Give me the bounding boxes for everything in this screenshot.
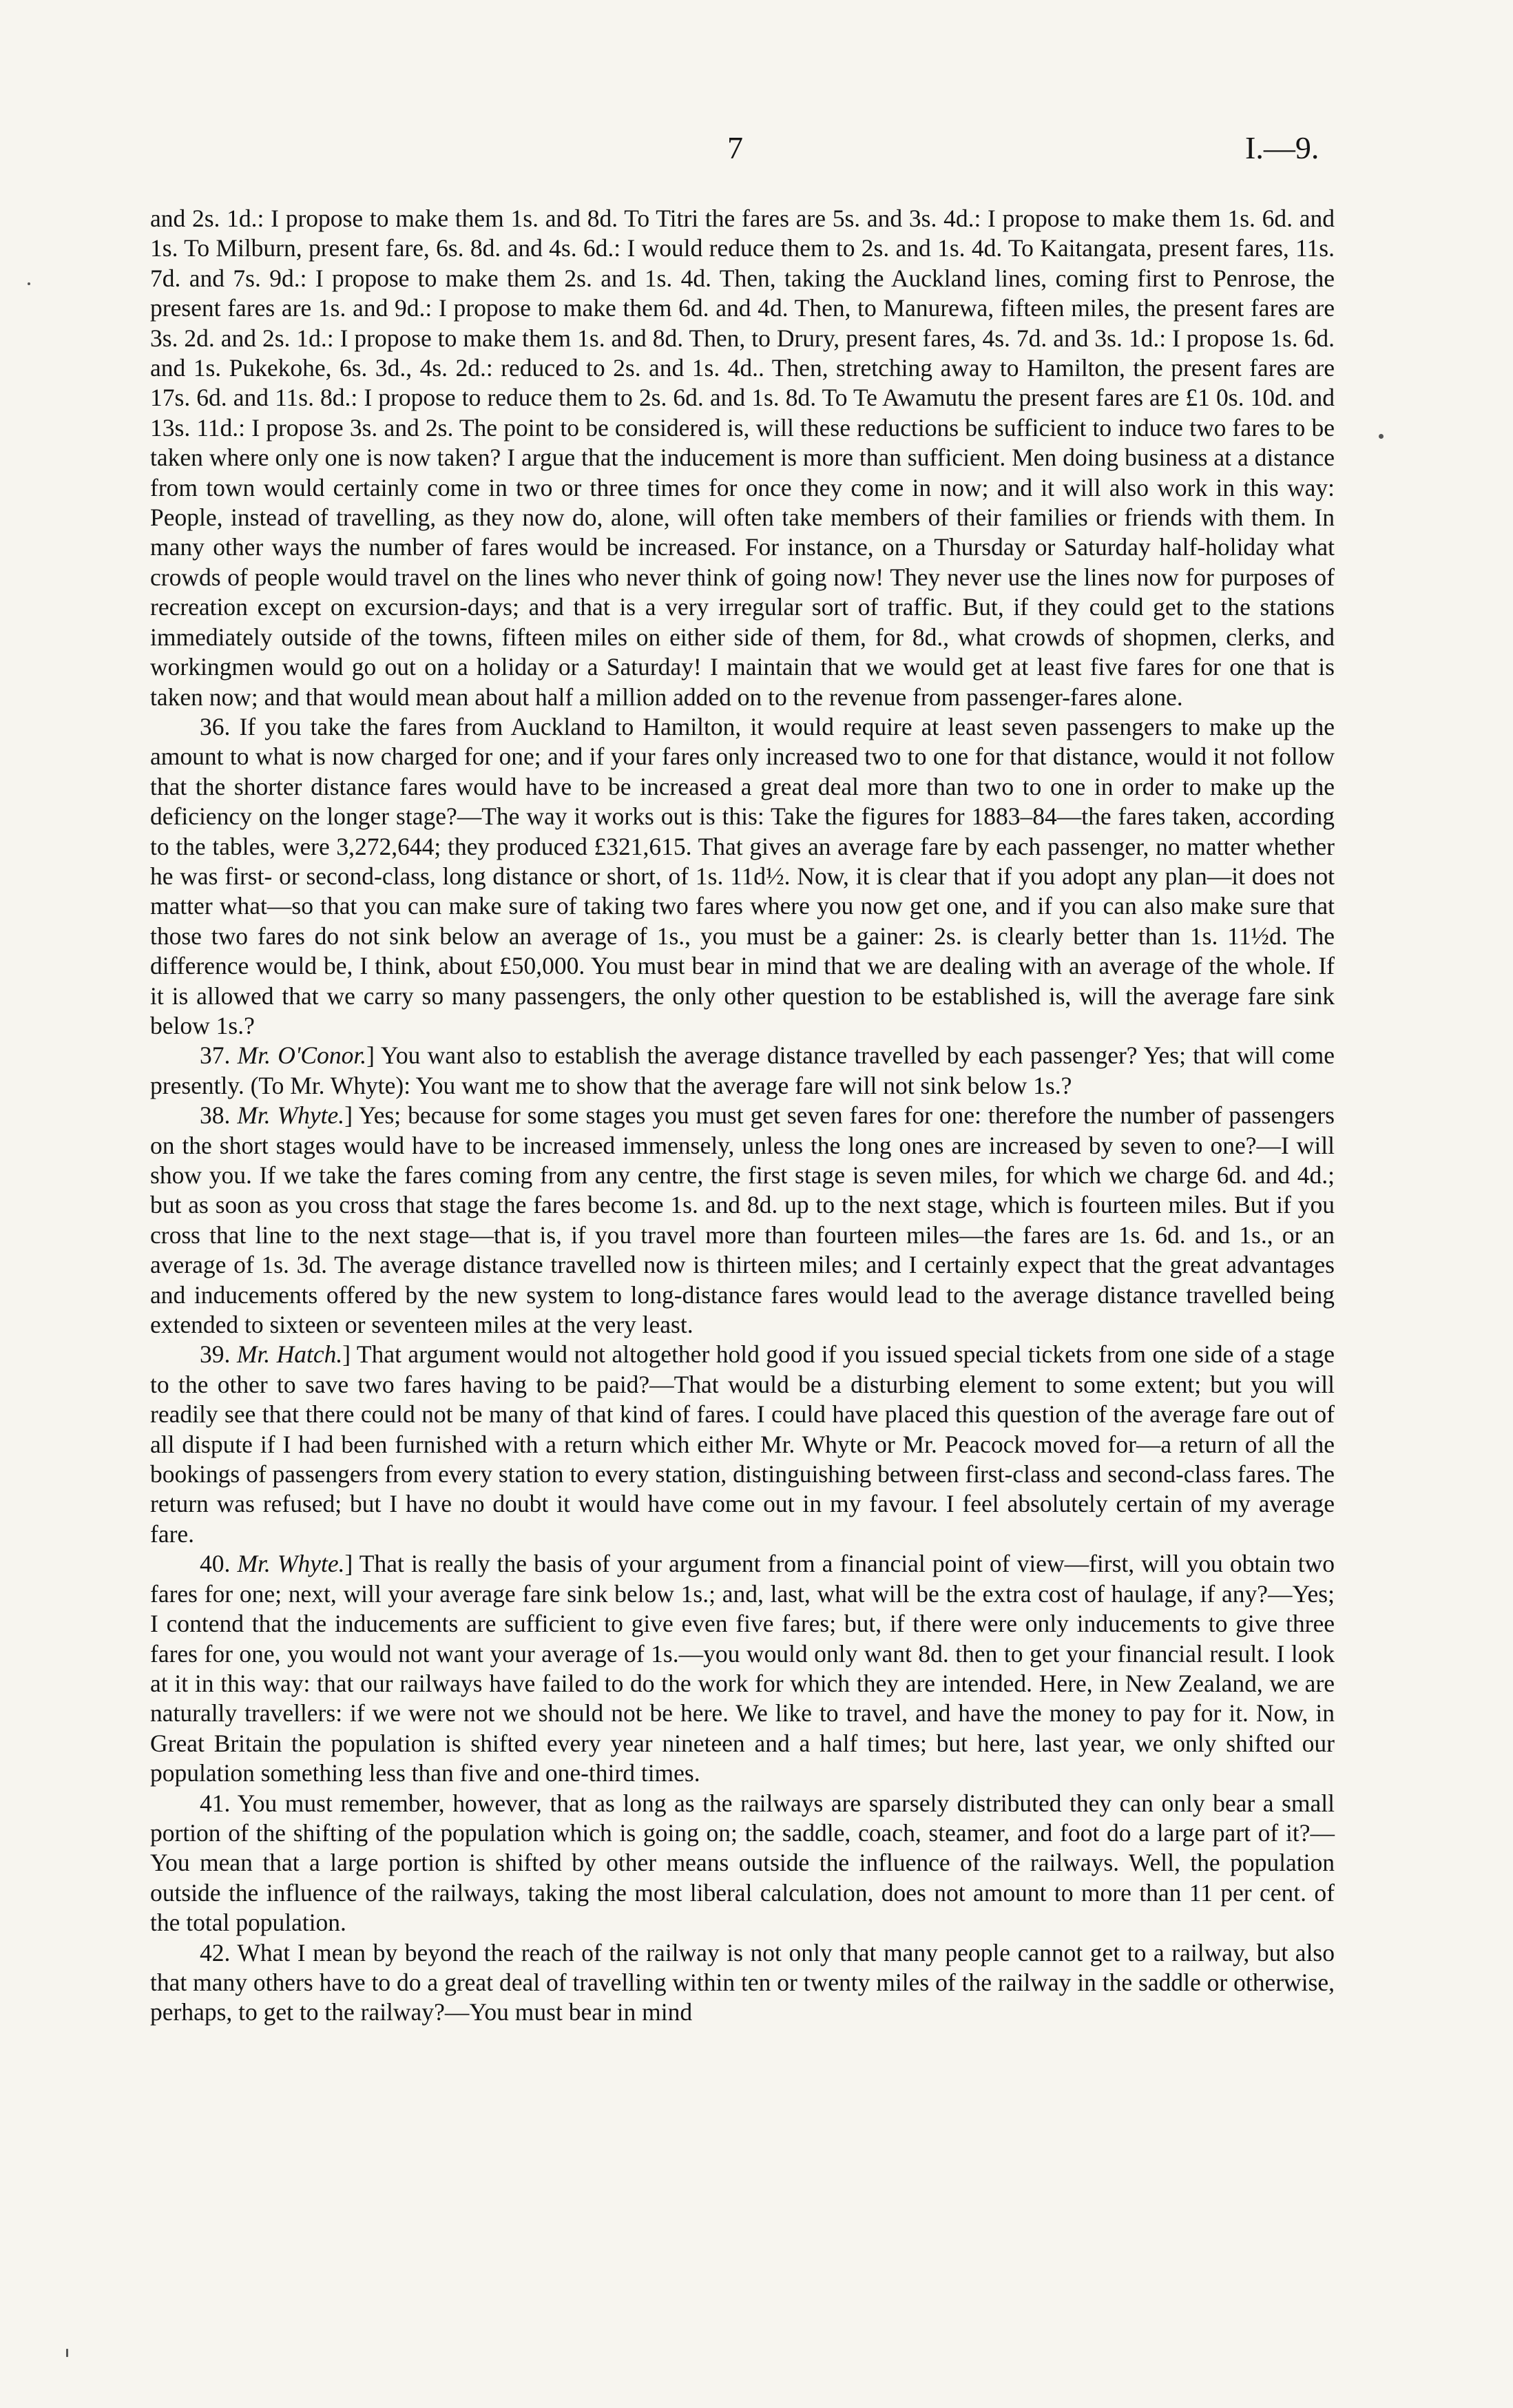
paragraph-39 bbox=[150, 1340, 1335, 1549]
paragraph-body: ] That argument would not altogether hold good if you issued special tickets from one side of a stage to the other to save two fares having to be paid?—That would be a disturbing element to some extent; but you will readily see that there could not be many of that kind of fares. I could have placed this question of the average fare out of all dispute if I had been furnished with a return which either Mr. Whyte or Mr. Peacock moved for—a return of all the bookings of passengers from every station to every station, distinguishing between first-class and second-class fares. The return was refused; but I have no doubt it would have come out in my favour. I feel absolutely certain of my average fare. bbox=[150, 1340, 1335, 1548]
speaker-name: Mr. Hatch. bbox=[236, 1340, 343, 1369]
paragraph-body: If you take the fares from Auckland to Hamilton, it would require at least seven passengers to make up the amount to what is now charged for one; and if your fares only increased two to one for that distance, would it not follow that the shorter distance fares would have to be increased a great deal more than two to one in order to make up the deficiency on the longer stage?—The way it works out is this: Take the figures for 1883–84—the fares taken, according to the tables, were 3,272,644; they produced £321,615. That gives an average fare by each passenger, no matter whether he was first- or second-class, long distance or short, of 1s. 11d½. Now, it is clear that if you adopt any plan—it does not matter what—so that you can make sure of taking two fares where you now get one, and if you can also make sure that those two fares do not sink below an average of 1s., you must be a gainer: 2s. is clearly better than 1s. 11½d. The difference would be, I think, about £50,000. You must bear in mind that we are dealing with an average of the whole. If it is allowed that we carry so many passengers, the only other question to be established is, will the average fare sink below 1s.? bbox=[150, 712, 1335, 1039]
speaker-name: Mr. Whyte. bbox=[237, 1550, 345, 1578]
scan-speck bbox=[1379, 434, 1384, 439]
question-number: 40. bbox=[200, 1550, 231, 1578]
question-number: 39. bbox=[200, 1340, 231, 1369]
document-reference: I.—9. bbox=[1245, 130, 1319, 165]
evidence-text bbox=[150, 204, 1335, 2028]
paragraph-body: and 2s. 1d.: I propose to make them 1s. and 8d. To Titri the fares are 5s. and 3s. 4d.: I propose to make them 1s. 6d. and 1s. To Milburn, present fare, 6s. 8d. and 4s. 6d.: I would reduce them to 2s. and 1s. 4d. To Kaitangata, present fares, 11s. 7d. and 7s. 9d.: I propose to make them 2s. and 1s. 4d. Then, taking the Auckland lines, coming first to Penrose, the present fares are 1s. and 9d.: I propose to make them 6d. and 4d. Then, to Manurewa, fifteen miles, the present fares are 3s. 2d. and 2s. 1d.: I propose to make them 1s. and 8d. Then, to Drury, present fares, 4s. 7d. and 3s. 1d.: I propose 1s. 6d. and 1s. Pukekohe, 6s. 3d., 4s. 2d.: reduced to 2s. and 1s. 4d.. Then, stretching away to Hamilton, the present fares are 17s. 6d. and 11s. 8d.: I propose to reduce them to 2s. 6d. and 1s. 8d. To Te Awamutu the present fares are £1 0s. 10d. and 13s. 11d.: I propose 3s. and 2s. The point to be considered is, will these reductions be sufficient to induce two fares to be taken where only one is now taken? I argue that the inducement is more than sufficient. Men doing business at a distance from town would certainly come in two or three times for once they come in now; and it will also work in this way: People, instead of travelling, as they now do, alone, will often take members of their families or friends with them. In many other ways the number of fares would be increased. For instance, on a Thursday or Saturday half-holiday what crowds of people would travel on the lines who never think of going now! They never use the lines now for purposes of recreation except on excursion-days; and that is a very irregular sort of traffic. But, if they could get to the stations immediately outside of the towns, fifteen miles on either side of them, for 8d., what crowds of shopmen, clerks, and workingmen would go out on a holiday or a Saturday! I maintain that we would get at least five fares for one that is taken now; and that would mean about half a million added on to the revenue from passenger-fares alone. bbox=[150, 205, 1335, 711]
paragraph-body: ] That is really the basis of your argument from a financial point of view—first, will you obtain two fares for one; next, will your average fare sink below 1s.; and, last, what will be the extra cost of haulage, if any?—Yes; I contend that the inducements are sufficient to give even five fares; but, if there were only inducements to give three fares for one, you would not want your average of 1s.—you would only want 8d. then to get your financial result. I look at it in this way: that our railways have failed to do the work for which they are intended. Here, in New Zealand, we are naturally travellers: if we were not we should not be here. We like to travel, and have the money to pay for it. Now, in Great Britain the population is shifted every year nineteen and a half times; but here, last year, we only shifted our population something less than five and one-third times. bbox=[150, 1550, 1335, 1787]
question-number: 38. bbox=[200, 1101, 231, 1130]
question-number: 36. bbox=[200, 712, 231, 740]
paragraph-body: ] You want also to establish the average distance travelled by each passenger? Yes; that will come presently. (To Mr. Whyte): You want me to show that the average fare will not sink below 1s.? bbox=[150, 1041, 1335, 1099]
speaker-name: Mr. Whyte. bbox=[237, 1101, 345, 1130]
scan-speck bbox=[28, 282, 30, 285]
paragraph-body: ] Yes; because for some stages you must get seven fares for one: therefore the number of passengers on the short stages would have to be increased immensely, unless the long ones are increased by seven to one?—I will show you. If we take the fares coming from any centre, the first stage is seven miles, for which we charge 6d. and 4d.; but as soon as you cross that stage the fares become 1s. and 8d. up to the next stage, which is fourteen miles. But if you cross that line to the next stage—that is, if you travel more than fourteen miles—the fares are 1s. 6d. and 1s., or an average of 1s. 3d. The average distance travelled now is thirteen miles; and I certainly expect that the great advantages and inducements offered by the new system to long-distance fares would lead to the average distance travelled being extended to sixteen or seventeen miles at the very least. bbox=[150, 1101, 1335, 1339]
paragraph-38 bbox=[150, 1101, 1335, 1340]
paragraph-36 bbox=[150, 712, 1335, 1041]
paragraph-42 bbox=[150, 1938, 1335, 2028]
question-number: 42. bbox=[200, 1938, 231, 1966]
paragraph-40 bbox=[150, 1549, 1335, 1788]
page-number: 7 bbox=[727, 130, 743, 165]
scan-speck bbox=[66, 2349, 68, 2357]
speaker-name: Mr. O'Conor. bbox=[237, 1041, 367, 1070]
paragraph-continued bbox=[150, 204, 1335, 712]
paragraph-41 bbox=[150, 1789, 1335, 1938]
question-number: 37. bbox=[200, 1041, 231, 1070]
paragraph-body: You must remember, however, that as long as the railways are sparsely distributed they can only bear a small portion of the shifting of the population which is going on; the saddle, coach, steamer, and foot do a large part of it?—You mean that a large portion is shifted by other means outside the influence of the railways. Well, the population outside the influence of the railways, taking the most liberal calculation, does not amount to more than 11 per cent. of the total population. bbox=[150, 1789, 1335, 1937]
paragraph-body: What I mean by beyond the reach of the railway is not only that many people cannot get to a railway, but also that many others have to do a great deal of travelling within ten or twenty miles of the railway in the saddle or otherwise, perhaps, to get to the railway?—You must bear in mind bbox=[150, 1938, 1335, 2026]
paragraph-37 bbox=[150, 1041, 1335, 1101]
question-number: 41. bbox=[200, 1789, 231, 1817]
